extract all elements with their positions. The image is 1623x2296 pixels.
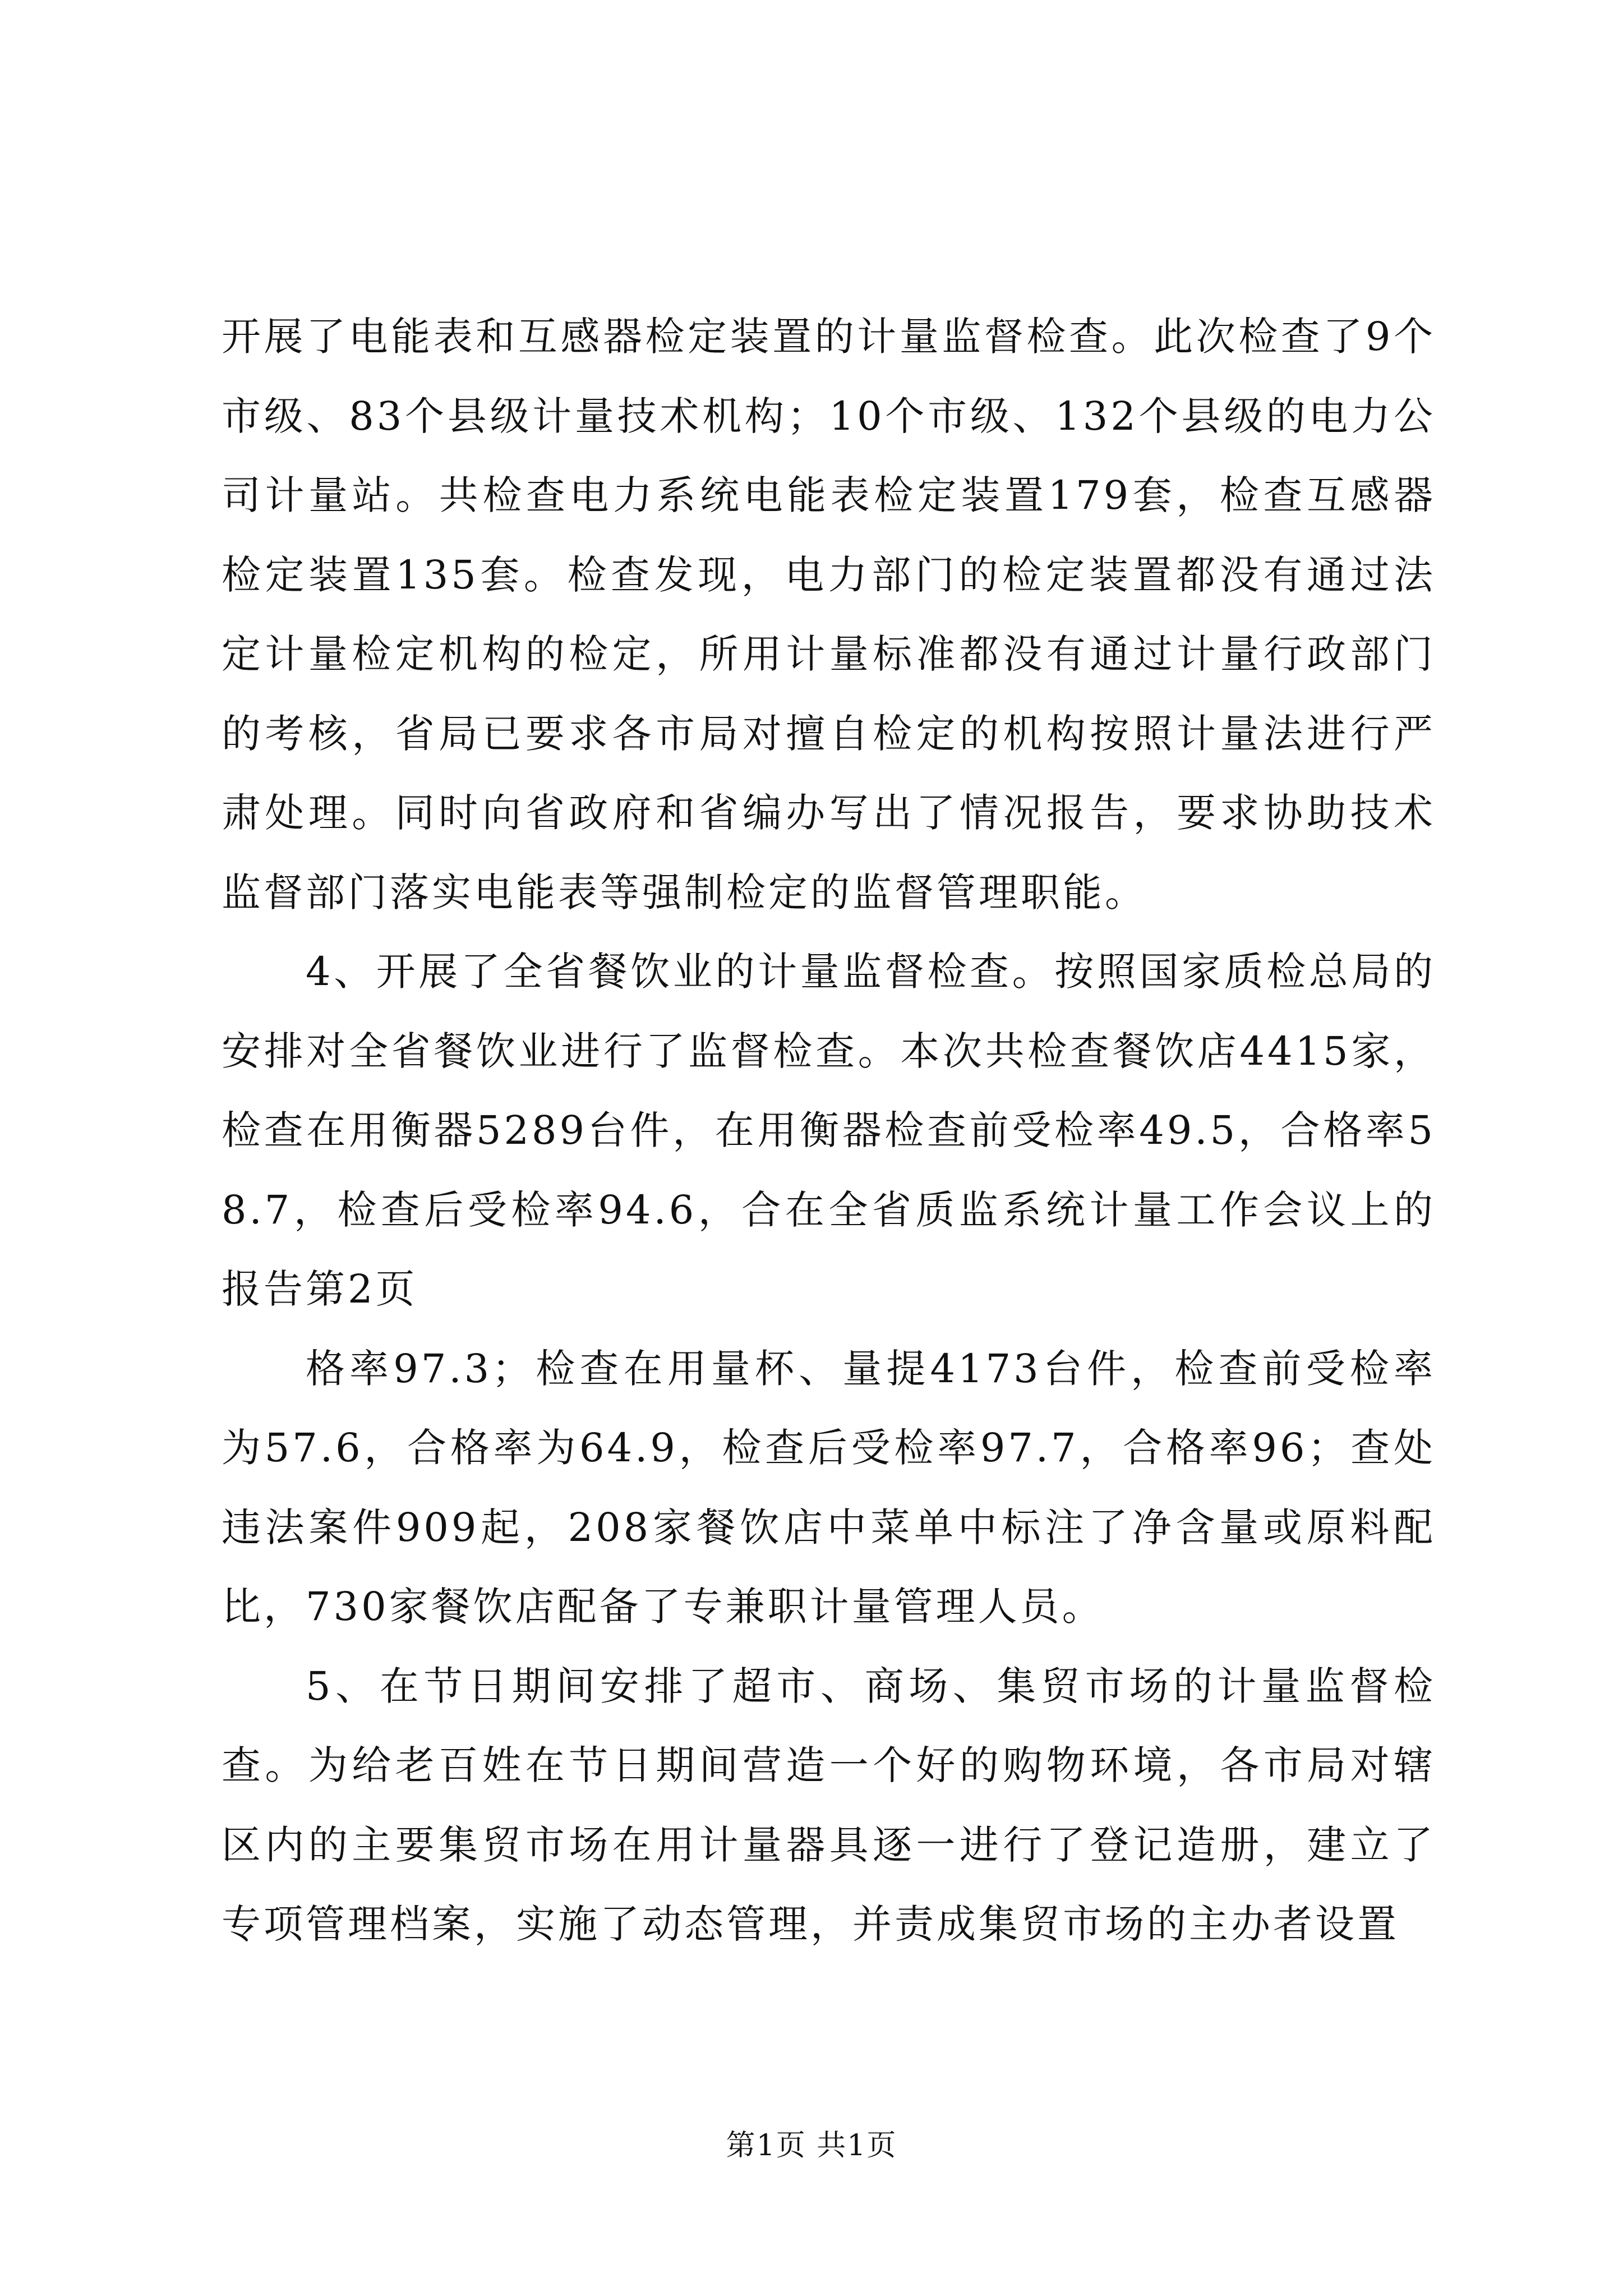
paragraph-4: 5、在节日期间安排了超市、商场、集贸市场的计量监督检查。为给老百姓在节日期间营造一个好的购物环境，各市局对辖区内的主要集贸市场在用计量器具逐一进行了登记造册，建立了专项管理档案，实施了动态管理，并责成集贸市场的主办者设置 bbox=[222, 1663, 1436, 1947]
paragraph-1: 开展了电能表和互感器检定装置的计量监督检查。此次检查了9个市级、83个县级计量技术机构；10个市级、132个县级的电力公司计量站。共检查电力系统电能表检定装置179套，检查互感器检定装置135套。检查发现，电力部门的检定装置都没有通过法定计量检定机构的检定，所用计量标准都没有通过计量行政部门的考核，省局已要求各市局对擅自检定的机构按照计量法进行严肃处理。同时向省政府和省编办写出了情况报告，要求协助技术监督部门落实电能表等强制检定的监督管理职能。 bbox=[222, 314, 1436, 915]
paragraph-2: 4、开展了全省餐饮业的计量监督检查。按照国家质检总局的安排对全省餐饮业进行了监督检查。本次共检查餐饮店4415家，检查在用衡器5289台件，在用衡器检查前受检率49.5，合格率58.7，检查后受检率94.6，合在全省质监系统计量工作会议上的报告第2页 bbox=[222, 949, 1436, 1312]
paragraph-3: 格率97.3；检查在用量杯、量提4173台件，检查前受检率为57.6，合格率为64.9，检查后受检率97.7，合格率96；查处违法案件909起，208家餐饮店中菜单中标注了净含量或原料配比，730家餐饮店配备了专兼职计量管理人员。 bbox=[222, 1345, 1436, 1630]
document-body bbox=[222, 297, 1436, 1964]
page-footer: 第1页 共1页 bbox=[726, 2129, 897, 2162]
